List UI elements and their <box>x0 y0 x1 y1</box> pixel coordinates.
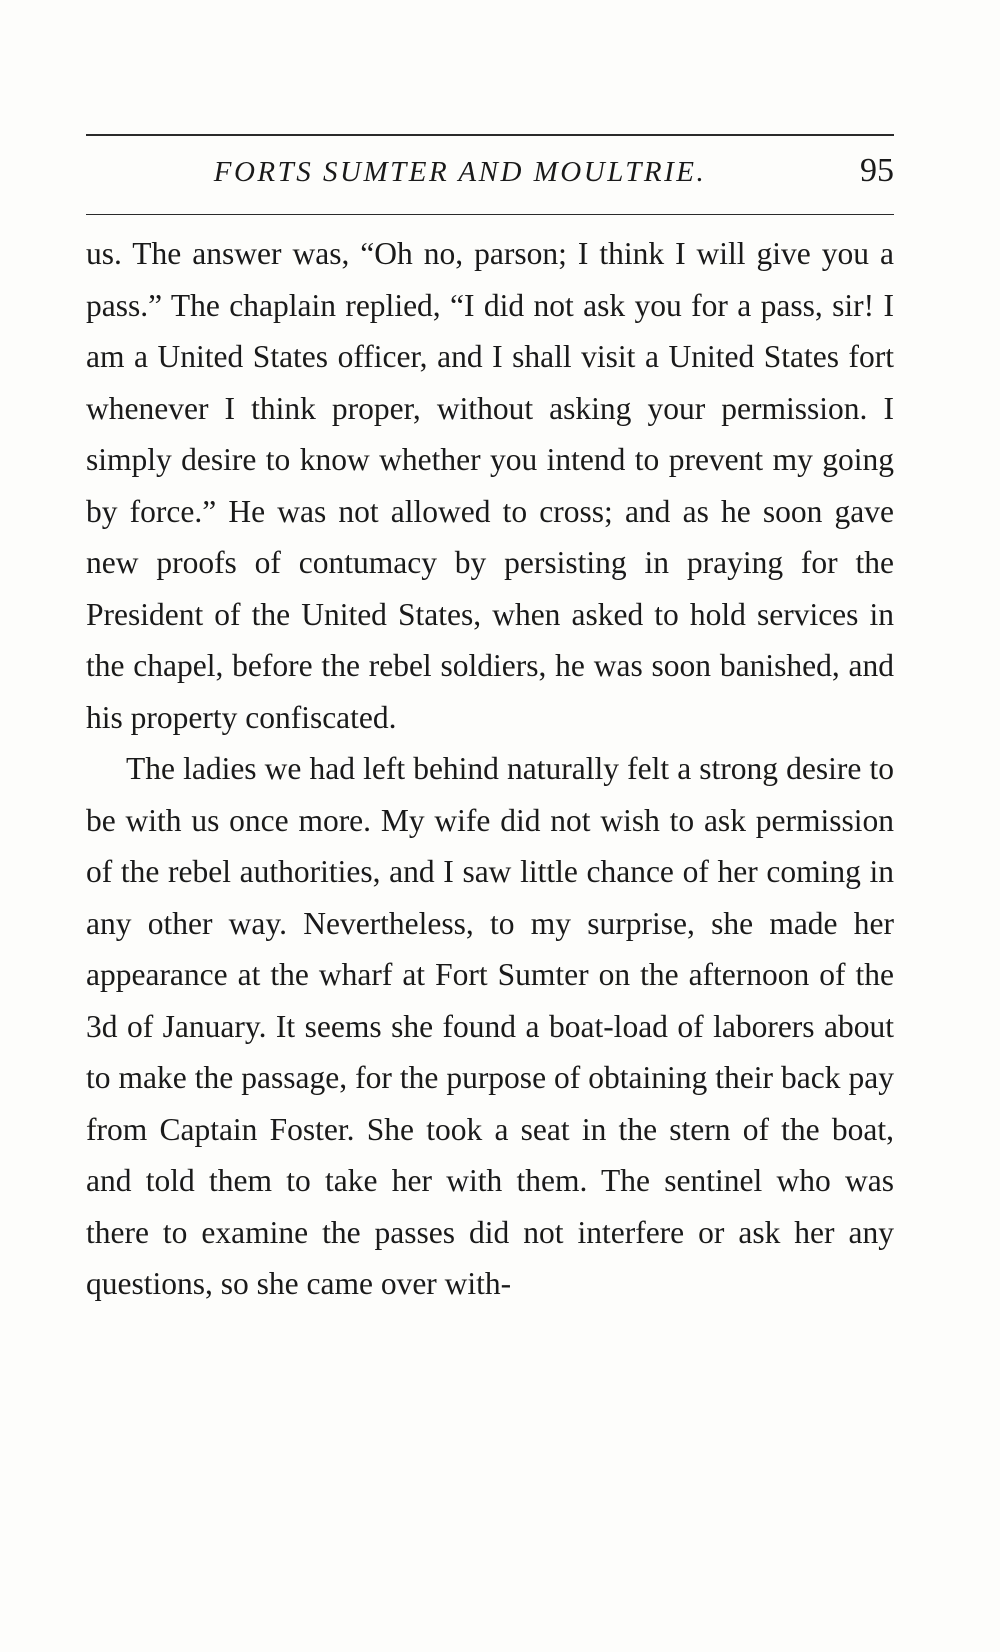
running-title: FORTS SUMTER AND MOULTRIE. <box>213 156 707 188</box>
paragraph-2: The ladies we had left behind naturally felt a strong desire to be with us once more. My wife did not wish to ask permission of the rebel authorities, and I saw little chance of her coming in any other way. Nevertheless, to my surprise, she made her appearance at the wharf at Fort Sumter on the afternoon of the 3d of January. It seems she found a boat-load of laborers about to make the passage, for the purpose of obtaining their back pay from Captain Foster. She took a seat in the stern of the boat, and told them to take her with them. The sentinel who was there to examine the passes did not interfere or ask her any questions, so she came over with- <box>86 751 894 1301</box>
header-top-rule <box>86 134 894 136</box>
page-number: 95 <box>860 152 894 189</box>
paragraph-1: us. The answer was, “Oh no, parson; I think I will give you a pass.” The chaplain replied, “I did not ask you for a pass, sir! I am a United States officer, and I shall visit a United States fort whenever I think proper, without asking your permission. I simply desire to know whether you intend to prevent my going by force.” He was not allowed to cross; and as he soon gave new proofs of contumacy by persisting in praying for the President of the United States, when asked to hold services in the chapel, before the rebel soldiers, he was soon banished, and his property confiscated. <box>86 236 894 735</box>
body-text <box>86 228 894 1310</box>
running-head <box>86 150 894 200</box>
header-bottom-rule <box>86 214 894 215</box>
